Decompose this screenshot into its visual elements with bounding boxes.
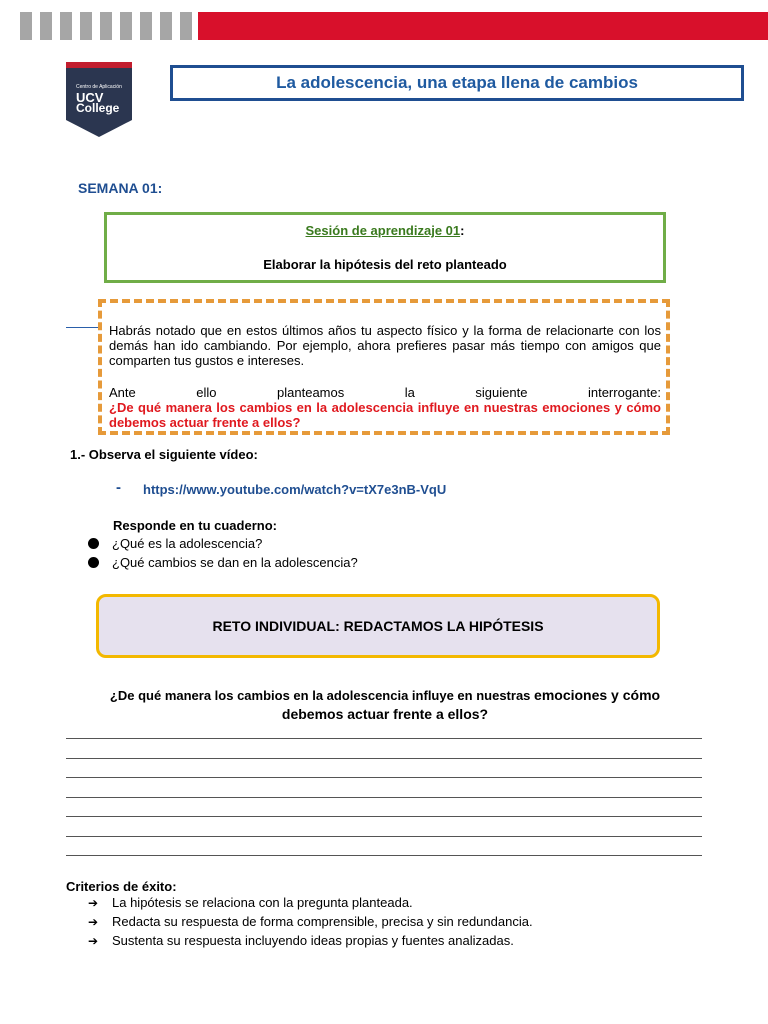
arrow-icon: ➔ xyxy=(88,895,99,910)
answer-line[interactable] xyxy=(66,738,702,739)
list-item xyxy=(88,555,358,570)
stripe-segment xyxy=(20,12,32,40)
criteria-text: La hipótesis se relaciona con la pregunta planteada. xyxy=(112,895,413,910)
answer-line[interactable] xyxy=(66,777,702,778)
answer-line[interactable] xyxy=(66,758,702,759)
answer-line[interactable] xyxy=(66,836,702,837)
arrow-icon: ➔ xyxy=(88,914,99,929)
criteria-text: Redacta su respuesta de forma comprensible, precisa y sin redundancia. xyxy=(112,914,533,929)
reto-label: RETO INDIVIDUAL: REDACTAMOS LA HIPÓTESIS xyxy=(212,618,544,634)
red-band xyxy=(198,12,768,40)
step1-heading: 1.- Observa el siguiente vídeo: xyxy=(70,447,258,462)
page-title-box xyxy=(170,65,744,101)
logo-small-text: Centro de Aplicación xyxy=(76,84,122,90)
answer-line[interactable] xyxy=(66,855,702,856)
video-link[interactable]: https://www.youtube.com/watch?v=tX7e3nB-VqU xyxy=(143,482,447,497)
criteria-text: Sustenta su respuesta incluyendo ideas propias y fuentes analizadas. xyxy=(112,933,514,948)
stripe-segment xyxy=(180,12,192,40)
responde-label: Responde en tu cuaderno: xyxy=(113,518,277,533)
list-item xyxy=(88,536,262,551)
main-question: ¿De qué manera los cambios en la adolescencia influye en nuestras emociones y cómo debemos actuar frente a ellos? xyxy=(109,687,661,722)
session-title: Sesión de aprendizaje 01: xyxy=(305,223,465,238)
pointer-line xyxy=(66,327,100,328)
bullet-icon xyxy=(88,557,99,568)
week-label: SEMANA 01: xyxy=(78,180,163,196)
criteria-item xyxy=(88,895,413,910)
answer-line[interactable] xyxy=(66,797,702,798)
question-text: ¿Qué es la adolescencia? xyxy=(112,536,263,551)
ucv-college-logo xyxy=(66,62,132,137)
intro-box xyxy=(98,299,670,435)
stripe-segment xyxy=(160,12,172,40)
stripe-segment xyxy=(60,12,72,40)
criteria-item xyxy=(88,933,514,948)
driving-question: ¿De qué manera los cambios en la adolescencia influye en nuestras emociones y cómo debemos actuar frente a ellos? xyxy=(109,400,661,430)
stripe-segment xyxy=(120,12,132,40)
ante-line: Ante ello planteamos la siguiente interrogante: xyxy=(109,385,661,400)
intro-paragraph: Habrás notado que en estos últimos años tu aspecto físico y la forma de relacionarte con los demás han ido cambiando. Por ejemplo, ahora prefieres pasar más tiempo con amigos que comparten tus gustos e intereses. xyxy=(109,323,661,368)
logo-brand-line1: UCV xyxy=(76,90,104,105)
answer-line[interactable] xyxy=(66,816,702,817)
bullet-icon xyxy=(88,538,99,549)
question-text: ¿Qué cambios se dan en la adolescencia? xyxy=(112,555,358,570)
stripe-segment xyxy=(40,12,52,40)
criteria-item xyxy=(88,914,533,929)
arrow-icon: ➔ xyxy=(88,933,99,948)
session-subtitle: Elaborar la hipótesis del reto planteado xyxy=(263,257,507,272)
stripe-segment xyxy=(100,12,112,40)
header-stripe xyxy=(0,12,768,40)
criteria-heading: Criterios de éxito: xyxy=(66,879,177,894)
list-dash: - xyxy=(116,479,121,496)
reto-box xyxy=(96,594,660,658)
session-box xyxy=(104,212,666,283)
stripe-segment xyxy=(140,12,152,40)
stripe-segment xyxy=(80,12,92,40)
logo-brand-line2: College xyxy=(76,101,120,115)
page-title: La adolescencia, una etapa llena de cambios xyxy=(276,73,638,92)
